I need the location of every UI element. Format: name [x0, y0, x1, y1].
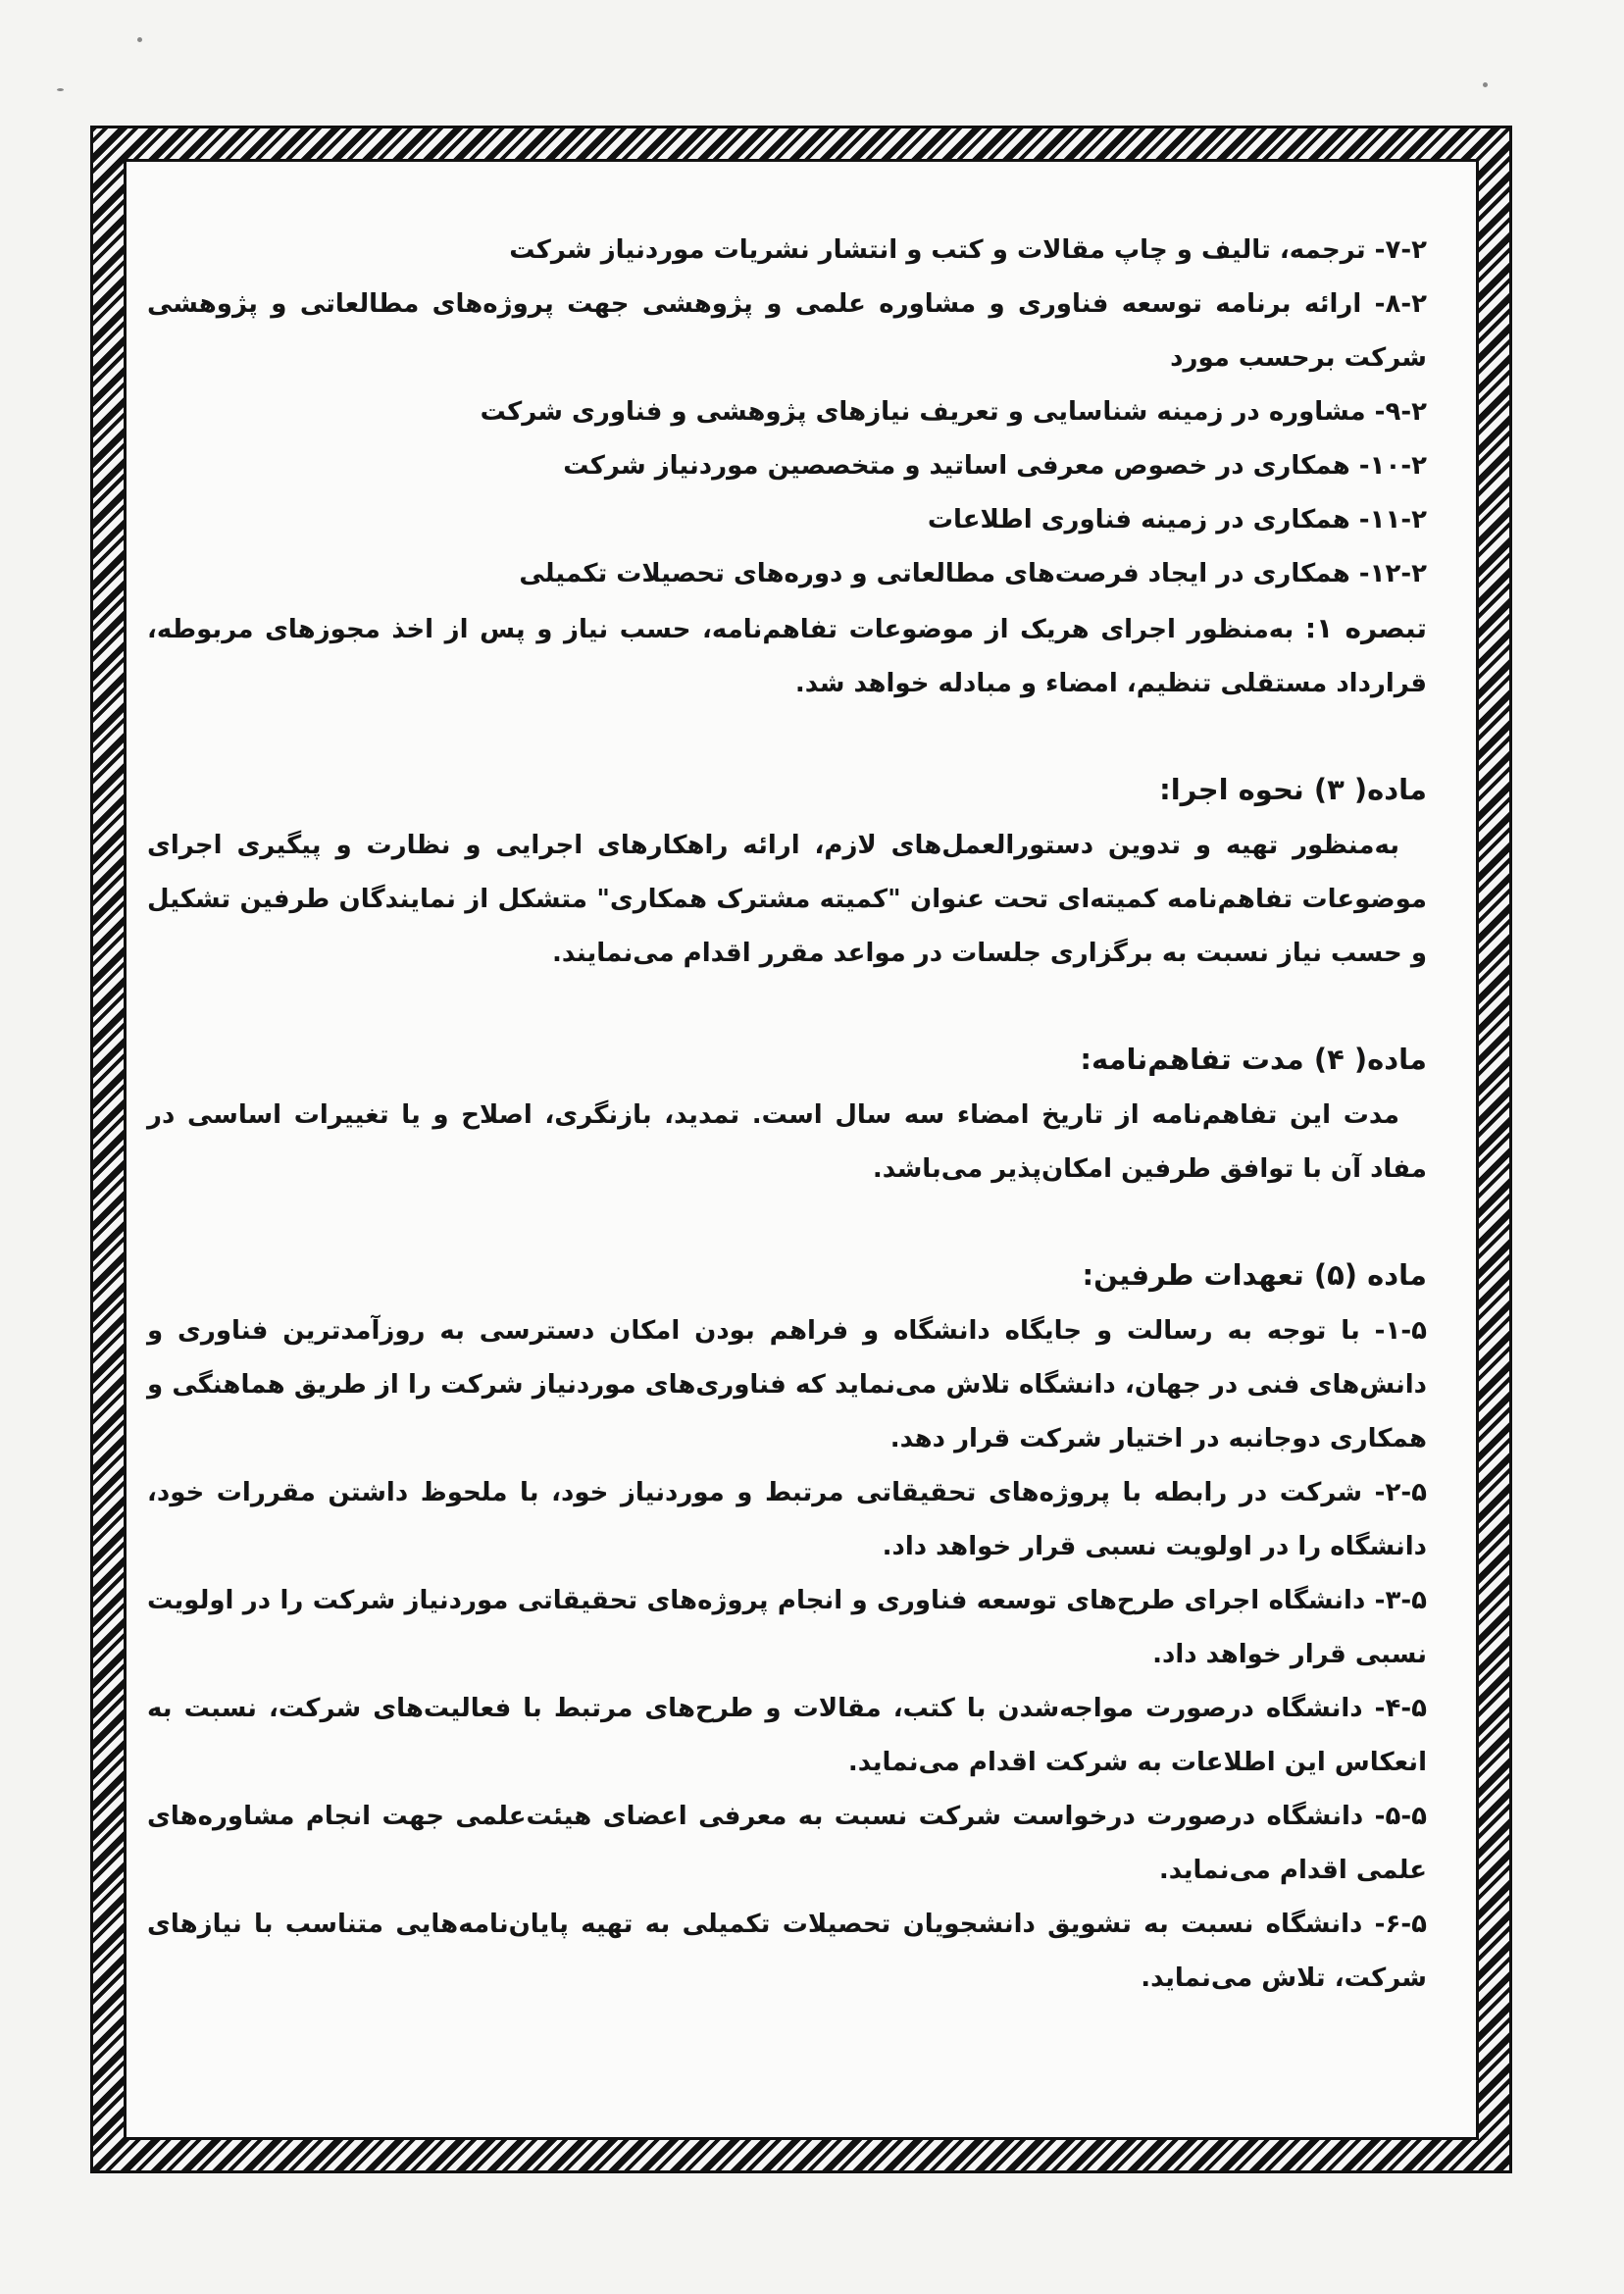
item-2-8: ۸-۲- ارائه برنامه توسعه فناوری و مشاوره علمی و پژوهشی جهت پروژه‌های مطالعاتی و پژوهشی شرکت برحسب مورد	[147, 289, 1427, 373]
spacer	[147, 981, 1427, 1030]
item-5-6: ۶-۵- دانشگاه نسبت به تشویق دانشجویان تحصیلات تکمیلی به تهیه پایان‌نامه‌هایی متناسب با نیازهای شرکت، تلاش می‌نماید.	[147, 1910, 1427, 1993]
article-3-heading: ماده( ۳) نحوه اجرا:	[1159, 773, 1427, 806]
scan-speck	[57, 88, 64, 91]
note-1-label: تبصره ۱:	[1304, 612, 1427, 644]
item-2-10: ۱۰-۲- همکاری در خصوص معرفی اساتید و متخصصین موردنیاز شرکت	[563, 451, 1427, 481]
item-2-9: ۹-۲- مشاوره در زمینه شناسایی و تعریف نیازهای پژوهشی و فناوری شرکت	[480, 397, 1427, 427]
scan-speck	[1483, 82, 1488, 87]
spacer	[147, 1197, 1427, 1246]
spacer	[147, 711, 1427, 760]
item-5-2: ۲-۵- شرکت در رابطه با پروژه‌های تحقیقاتی مرتبط و موردنیاز خود، با ملحوظ داشتن مقررات خود، دانشگاه را در اولویت نسبی قرار خواهد داد.	[147, 1478, 1427, 1561]
document-body	[147, 224, 1427, 2006]
note-1-text: به‌منظور اجرای هریک از موضوعات تفاهم‌نامه، حسب نیاز و پس از اخذ مجوزهای مربوطه، قرارداد مستقلی تنظیم، امضاء و مبادله خواهد شد.	[147, 615, 1427, 698]
item-5-5: ۵-۵- دانشگاه درصورت درخواست شرکت نسبت به معرفی اعضای هیئت‌علمی جهت انجام مشاوره‌های علمی اقدام می‌نماید.	[147, 1802, 1427, 1885]
article-4-heading: ماده( ۴) مدت تفاهم‌نامه:	[1080, 1043, 1427, 1076]
item-2-7: ۷-۲- ترجمه، تالیف و چاپ مقالات و کتب و انتشار نشریات موردنیاز شرکت	[509, 235, 1427, 265]
article-3-text: به‌منظور تهیه و تدوین دستورالعمل‌های لازم، ارائه راهکارهای اجرایی و نظارت و پیگیری اجرای موضوعات تفاهم‌نامه کمیته‌ای تحت عنوان "کمیته مشترک همکاری" متشکل از نمایندگان طرفین تشکیل و حسب نیاز نسبت به برگزاری جلسات در مواعد مقرر اقدام می‌نمایند.	[147, 831, 1427, 968]
item-2-12: ۱۲-۲- همکاری در ایجاد فرصت‌های مطالعاتی و دوره‌های تحصیلات تکمیلی	[519, 559, 1427, 588]
item-2-11: ۱۱-۲- همکاری در زمینه فناوری اطلاعات	[927, 505, 1427, 535]
scan-speck	[137, 37, 142, 42]
article-5-heading: ماده (۵) تعهدات طرفین:	[1082, 1258, 1427, 1292]
article-4-text: مدت این تفاهم‌نامه از تاریخ امضاء سه سال است. تمدید، بازنگری، اصلاح و یا تغییرات اساسی در مفاد آن با توافق طرفین امکان‌پذیر می‌باشد.	[147, 1100, 1427, 1184]
item-5-4: ۴-۵- دانشگاه درصورت مواجه‌شدن با کتب، مقالات و طرح‌های مرتبط با فعالیت‌های شرکت، نسبت به انعکاس این اطلاعات به شرکت اقدام می‌نماید.	[147, 1694, 1427, 1777]
note-1	[147, 601, 1427, 711]
item-5-3: ۳-۵- دانشگاه اجرای طرح‌های توسعه فناوری و انجام پروژه‌های تحقیقاتی موردنیاز شرکت را در اولویت نسبی قرار خواهد داد.	[147, 1586, 1427, 1669]
item-5-1: ۱-۵- با توجه به رسالت و جایگاه دانشگاه و فراهم بودن امکان دسترسی به روزآمدترین فناوری و دانش‌های فنی در جهان، دانشگاه تلاش می‌نماید که فناوری‌های موردنیاز شرکت را از طریق هماهنگی و همکاری دوجانبه در اختیار شرکت قرار دهد.	[147, 1316, 1427, 1453]
